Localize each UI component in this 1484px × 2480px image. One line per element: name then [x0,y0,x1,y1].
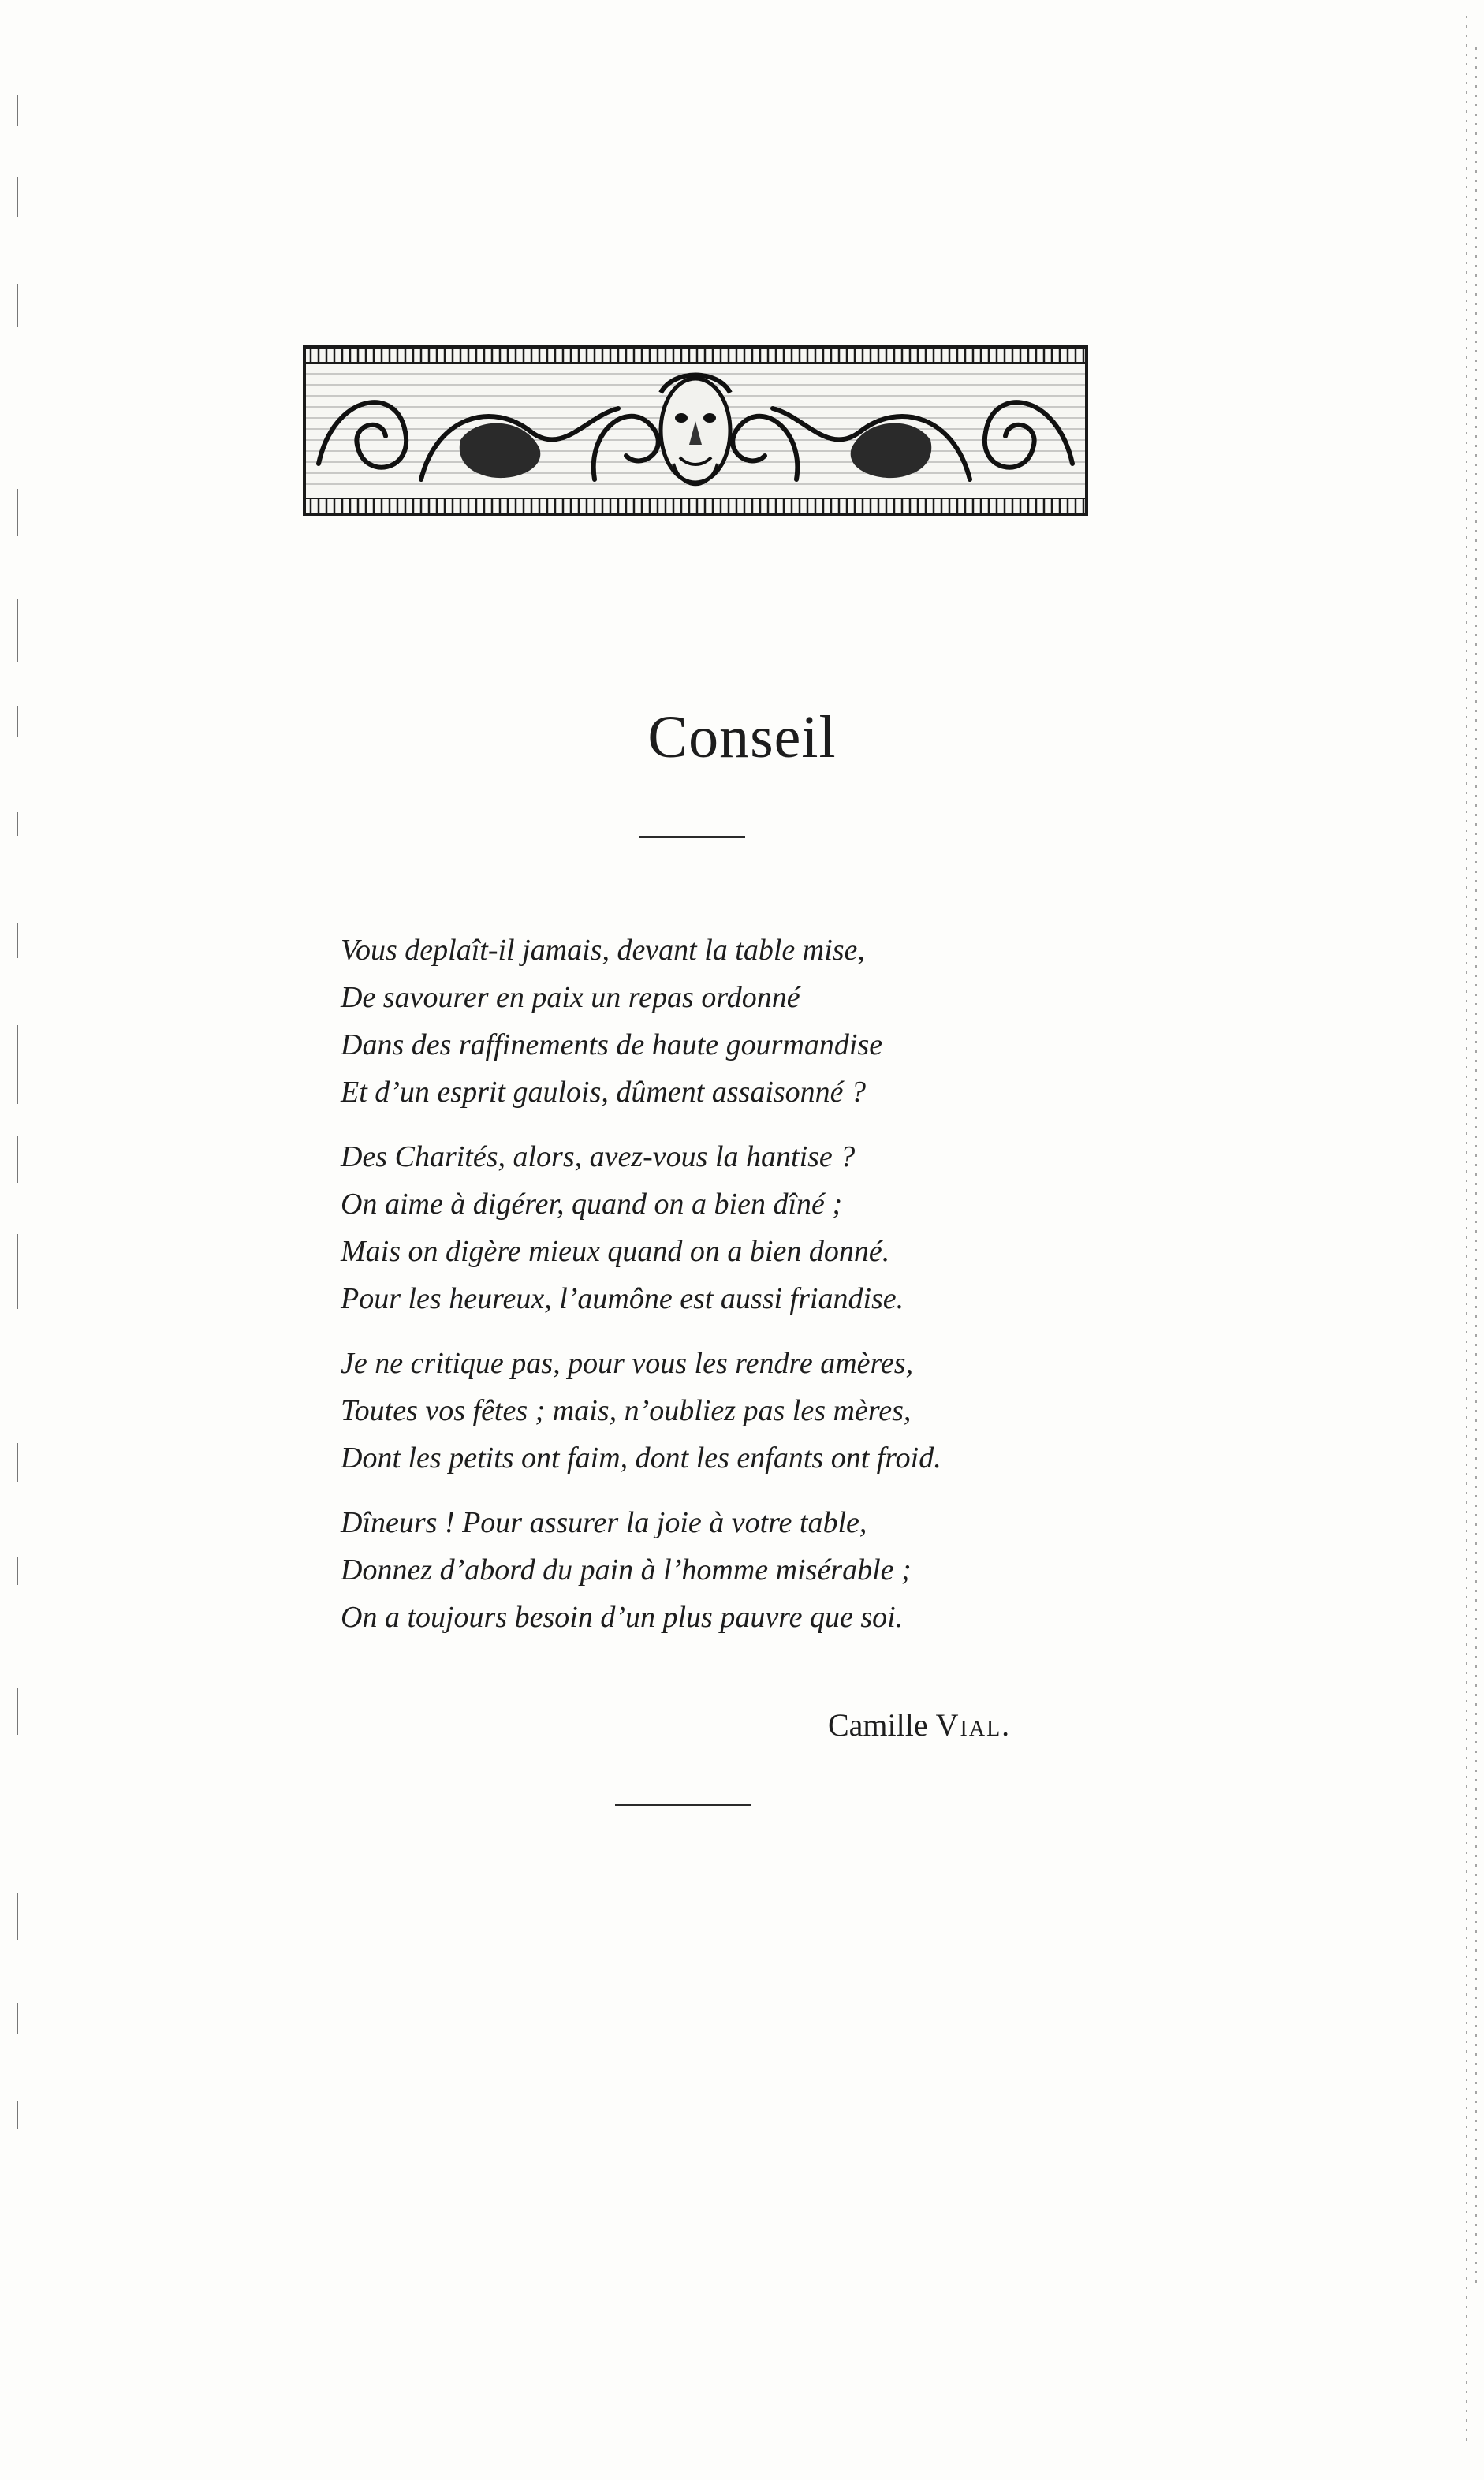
poem-line: Dans des raffinements de haute gourmandise [341,1028,883,1061]
poem-line: Mais on digère mieux quand on a bien donné. [341,1235,890,1268]
poem-line: Des Charités, alors, avez-vous la hantise ? [341,1140,856,1173]
poem [341,927,941,1658]
poem-line: Pour les heureux, l’aumône est aussi friandise. [341,1282,904,1315]
stanza [341,1133,941,1322]
poem-line: Je ne critique pas, pour vous les rendre amères, [341,1347,914,1380]
poem-line: Toutes vos fêtes ; mais, n’oubliez pas les mères, [341,1394,912,1427]
scan-margin-left [0,0,32,2480]
stanza [341,927,941,1116]
poem-line: Dîneurs ! Pour assurer la joie à votre table, [341,1506,867,1539]
author-last-name: Vial. [935,1707,1012,1743]
author-first-name: Camille [828,1707,928,1743]
poem-line: Et d’un esprit gaulois, dûment assaisonné ? [341,1076,867,1109]
end-divider [615,1804,751,1806]
title-divider [639,836,745,838]
stanza [341,1499,941,1641]
stanza [341,1340,941,1482]
poem-line: On a toujours besoin d’un plus pauvre que soi. [341,1601,904,1634]
poem-line: De savourer en paix un repas ordonné [341,981,800,1014]
author-signature [828,1706,1011,1743]
foliage-and-mask-headpiece-icon [303,345,1088,516]
poem-line: On aime à digérer, quand on a bien dîné ; [341,1188,843,1221]
poem-line: Dont les petits ont faim, dont les enfants ont froid. [341,1441,941,1475]
poem-line: Donnez d’abord du pain à l’homme misérable ; [341,1553,912,1587]
page-title: Conseil [647,704,837,770]
scan-margin-right [1452,0,1484,2480]
poem-line: Vous deplaît-il jamais, devant la table mise, [341,934,865,967]
